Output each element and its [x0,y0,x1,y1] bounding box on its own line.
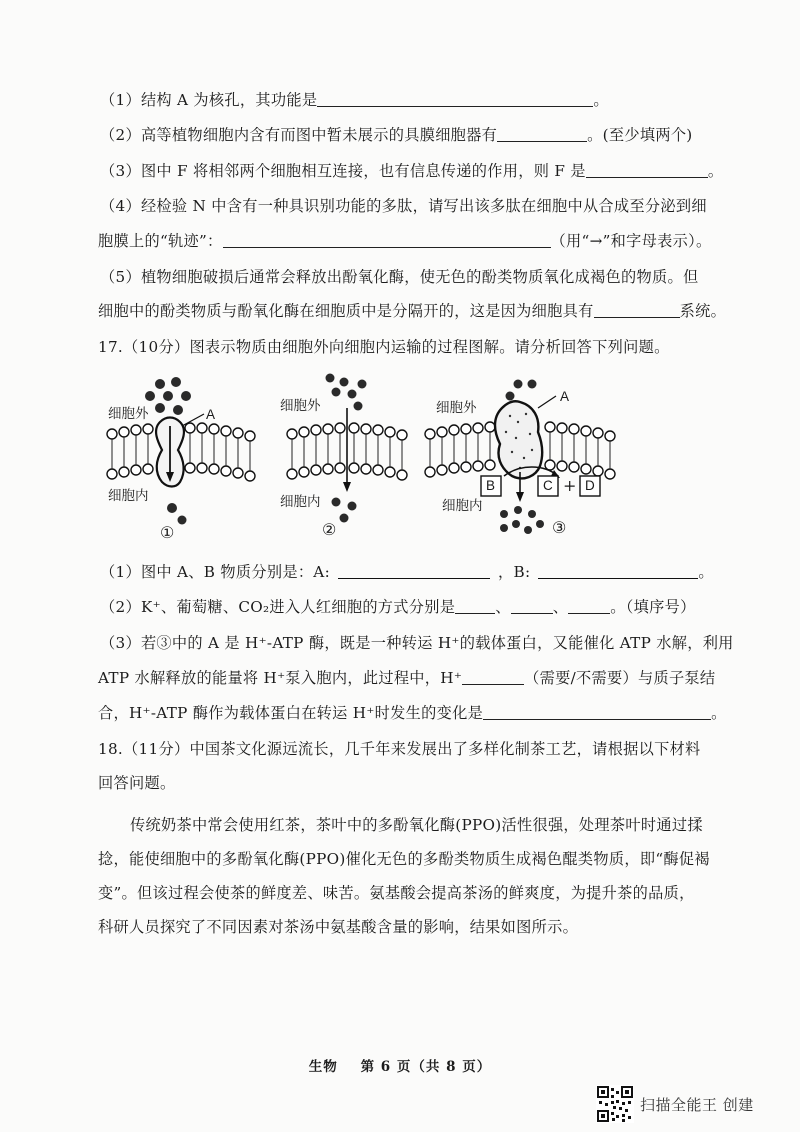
page-footer [0,1055,800,1075]
label-inside: 细胞内 [442,498,483,514]
plus-sign: + [563,476,577,495]
answer-blank-b[interactable] [538,577,698,579]
label-d: D [585,478,595,493]
q18-material-line1: 传统奶茶中常会使用红茶，茶叶中的多酚氧化酶(PPO)活性很强，处理茶叶时通过揉 [130,816,703,834]
q17-part3-line1: （3）若③中的 A 是 H⁺-ATP 酶，既是一种转运 H⁺的载体蛋白，又能催化 ATP 水解，利用 [100,634,734,652]
answer-blank[interactable] [317,105,593,107]
answer-blank-a[interactable] [338,577,490,579]
figure-2-free-diffusion [278,368,418,546]
q16-part2: （2）高等植物细胞内含有而图中暂未展示的具膜细胞器有 。(至少填两个) [100,126,693,144]
figure-1-carrier-transport [96,370,266,545]
figure-number-2: ② [322,520,337,539]
q18-stem-line1: 18.（11分）中国茶文化源远流长，几千年来发展出了多样化制茶工艺，请根据以下材料 [98,740,701,758]
q18-material-line4: 科研人员探究了不同因素对茶汤中氨基酸含量的影响，结果如图所示。 [98,918,579,936]
membrane-diagram-3 [420,372,620,544]
q18-stem-line2: 回答问题。 [98,774,176,792]
solute-particles-inside [167,503,187,525]
footer-subject: 生物 [308,1059,338,1075]
solute-particles-inside [500,506,544,534]
q18-material-line2: 捻，能使细胞中的多酚氧化酶(PPO)催化无色的多酚类物质生成褐色醌类物质，即“酶促褐 [98,850,710,868]
label-c: C [543,478,553,493]
q16-part4-line2: 胞膜上的“轨迹”： （用“→”和字母表示）。 [98,232,712,250]
answer-blank-need[interactable] [462,683,524,685]
answer-blank[interactable] [594,316,680,318]
scanner-text: 扫描全能王 创建 [640,1095,754,1114]
q17-part3-line3: 合，H⁺-ATP 酶作为载体蛋白在转运 H⁺时发生的变化是 。 [98,704,727,722]
figure-number-1: ① [160,523,175,542]
solute-particles-outside [145,377,191,415]
figure-3-active-transport [420,372,620,544]
q16-part1: （1）结构 A 为核孔，其功能是 。 [100,91,609,109]
footer-page-number: 第 6 页（共 8 页） [360,1059,492,1075]
membrane-diagram-2 [278,368,418,546]
solute-particles-outside [506,380,537,401]
answer-blank[interactable] [223,246,551,248]
solute-particles-inside [332,498,357,523]
answer-blank[interactable] [497,140,587,142]
label-outside: 细胞外 [108,406,149,422]
q17-stem: 17.（10分）图表示物质由细胞外向细胞内运输的过程图解。请分析回答下列问题。 [98,338,670,356]
q17-part3-line2: ATP 水解释放的能量将 H⁺泵入胞内，此过程中，H⁺ （需要/不需要）与质子泵结 [98,669,716,687]
label-b: B [486,478,496,493]
q16-part5-line1: （5）植物细胞破损后通常会释放出酚氧化酶，使无色的酚类物质氧化成褐色的物质。但 [100,268,699,286]
label-outside: 细胞外 [280,398,321,414]
answer-blank-2[interactable] [511,612,553,614]
qr-code-icon [596,1085,634,1123]
label-a: A [560,389,570,404]
label-inside: 细胞内 [280,494,321,510]
answer-blank-change[interactable] [483,718,711,720]
membrane-diagram-1 [96,370,266,545]
answer-blank[interactable] [586,176,708,178]
q16-part3: （3）图中 F 将相邻两个细胞相互连接，也有信息传递的作用，则 F 是 。 [100,162,724,180]
figure-number-3: ③ [552,518,567,537]
q18-material-line3: 变”。但该过程会使茶的鲜度差、味苦。氨基酸会提高茶汤的鲜爽度，为提升茶的品质， [98,884,695,902]
scanner-watermark [596,1085,754,1123]
q16-part4-line1: （4）经检验 N 中含有一种具识别功能的多肽，请写出该多肽在细胞中从合成至分泌到细 [100,197,707,215]
label-outside: 细胞外 [436,400,477,416]
solute-particles-outside [326,374,367,411]
q17-part2: （2）K⁺、葡萄糖、CO₂进入人红细胞的方式分别是 、 、 。（填序号） [100,598,696,616]
q17-part1: （1）图中 A、B 物质分别是：A: ，B: 。 [100,563,714,581]
q16-part5-line2: 细胞中的酚类物质与酚氧化酶在细胞质中是分隔开的，这是因为细胞具有 系统。 [98,302,727,320]
answer-blank-1[interactable] [455,612,495,614]
label-inside: 细胞内 [108,488,149,504]
label-a: A [206,407,216,422]
answer-blank-3[interactable] [568,612,610,614]
